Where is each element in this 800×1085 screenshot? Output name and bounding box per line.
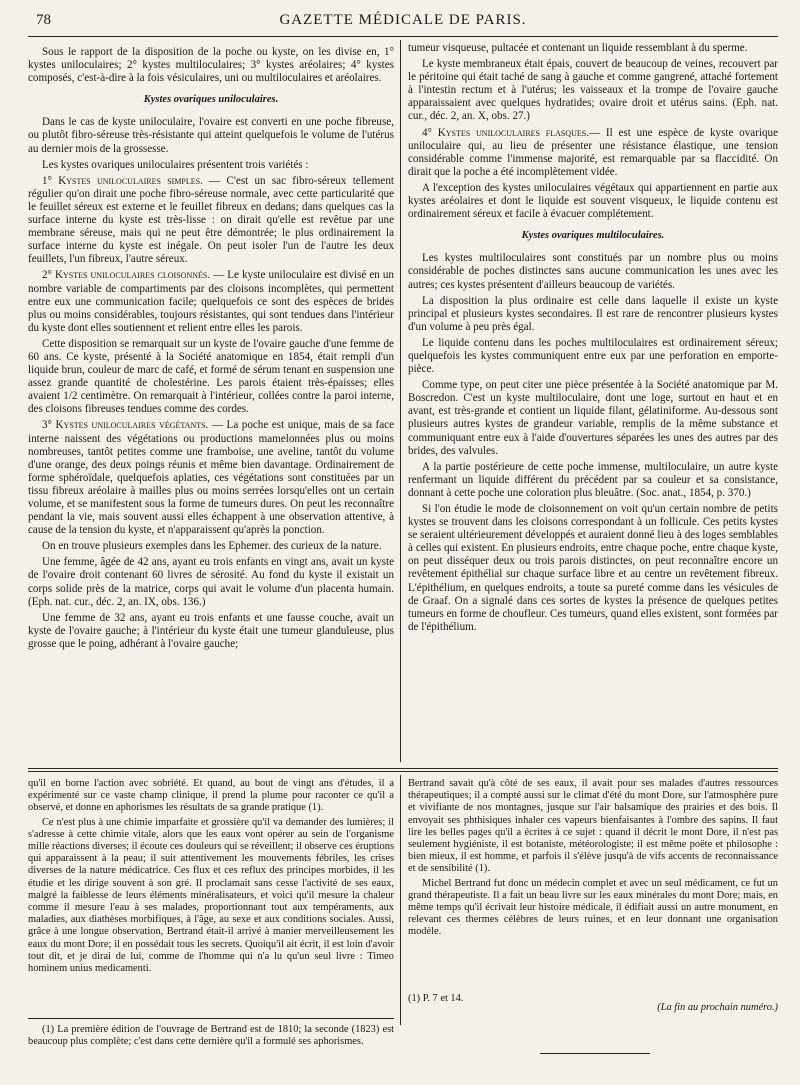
paragraph: Si l'on étudie le mode de cloisonnement on voit qu'un certain nombre de petits kystes se trouvent dans les cloisons correspondant à un follicule. Ces petits kystes se seraient ultérieurement développés et auraient donné lieu à des loges semblables à celles qui existent. En plusieurs endroits, entre chaque poche, entre chaque kyste, on peut disséquer deux ou trois parois distinctes, on peut reconnaître encore un revêtement épithélial sur chaque surface libre et au centre un revêtement fibreux. L'épithélium, en quelques endroits, a toute sa pureté comme dans les vésicules de de Graaf. On a signalé dans ces sortes de kystes la présence de quelques petites tumeurs en forme de choufleur. Ces tumeurs, quand elles existent, sont formées par de l'épithélium. — [408, 503, 778, 633]
variety-heading: 4° Kystes uniloculaires flasques. — [422, 126, 590, 139]
paragraph: Bertrand savait qu'à côté de ses eaux, il avait pour ses malades d'autres ressources thérapeutiques; il a compté aussi sur le climat d'été du mont Dore, sur l'atmosphère pure et vivifiante de nos montagnes, jusque sur l'air balsamique des prairies et des bois. Il envoyait ses phthisiques inhaler ces vapeurs bienfaisantes à l'ombre des sapins. Il faut lire les belles pages qu'il a écrites à ce sujet : quand il décrit le mont Dore, il n'est pas seulement hygiéniste, il est botaniste, météorologiste; il est même poëte et philosophe : bien mieux, il est homme, et parfois il s'élève jusqu'à de vifs accents de reconnaissance et de sensibilité (1). — [408, 778, 778, 875]
variety-heading: 2° Kystes uniloculaires cloisonnés. — [42, 269, 211, 282]
paragraph: On en trouve plusieurs exemples dans les Ephemer. des curieux de la nature. — [42, 540, 382, 553]
column-divider-bottom — [400, 775, 401, 1025]
section-heading: Kystes ovariques uniloculaires. — [143, 94, 279, 106]
article-column-right — [408, 42, 778, 762]
section-rule-double-2 — [28, 771, 778, 772]
paragraph: tumeur visqueuse, pultacée et contenant un liquide ressemblant à du sperme. — [408, 42, 748, 54]
paragraph: A la partie postérieure de cette poche immense, multiloculaire, un autre kyste renfermant un liquide différent du précédent par sa couleur et sa consistance, donnant à cette poche une coloration plus bleuâtre. (Soc. anat., 1854, p. 370.) — [408, 460, 778, 499]
right-footnote: (1) P. 7 et 14. — [408, 993, 464, 1004]
paragraph: Le liquide contenu dans les poches multiloculaires est ordinairement séreux; quelquefois les kystes communiquent entre eux par une perforation en emporte-pièce. — [408, 336, 778, 376]
paragraph: Dans le cas de kyste uniloculaire, l'ovaire est converti en une poche fibreuse, ou plutôt fibro-séreuse très-résistante qui atteint quelquefois le volume de l'utérus au dernier mois de la grossesse. — [28, 116, 394, 155]
paragraph — [28, 419, 394, 537]
paragraph: Ce n'est plus à une chimie imparfaite et grossière qu'il va demander des lumières; il s'adresse à cette chimie vitale, alors que les eaux vont opérer au sein de l'organisme mille réactions diverses; il écoute ces douleurs qui se réveillent; il observe ces éruptions qui apparaissent à la peau; il suit attentivement les mouvements fébriles, les crises diverses de la nature médicatrice. Ces flux et ces reflux des principes morbides, il les étudie et les dirige souvent à son gré. Il proclamait sans cesse l'activité de ses eaux, malgré la faiblesse de leurs éléments minéralisateurs, et voici qu'il mesure la chaleur comme il mesure l'eau à ses malades, proportionnant tout aux tempéraments, aux maladies, aux diathèses morbifiques, à l'âge, au sexe et aux conditions sociales. Aussi, grâce à une longue observation, Bertrand était-il arrivé à manier merveilleusement les eaux du mont Dore; il en possédait tous les secrets. Quoiqu'il ait écrit, il est loin d'avoir tout dit, et je dirai de lui, comme de l'homme qui n'a lu qu'un seul livre : Timeo hominem unius medicamenti. — [28, 816, 394, 975]
paragraph: Cette disposition se remarquait sur un kyste de l'ovaire gauche d'une femme de 60 ans. Ce kyste, présenté à la Société anatomique en 1854, était rempli d'un liquide brun, couleur de marc de café, et formé de sérum tenant en suspension une assez grande quantité de cholestérine. Les parois étaient très-épaisses; elles avaient 1/2 centimètre. On remarquait à l'intérieur, collées contre la paroi interne, des cloisons fibreuses tendues comme des cordes. — [28, 337, 394, 416]
footnote-left — [28, 1024, 394, 1050]
feuilleton-column-left — [28, 778, 394, 977]
feuilleton-column-right — [408, 778, 778, 941]
variety-text: — C'est un sac fibro-séreux tellement régulier qu'on dirait une poche fibro-séreuse normale, avec cette particularité que le feuillet séreux est externe et le feuillet fibreux en dedans; dans quelques cas la surface interne du kyste est très-lisse : on dirait qu'elle est revêtue par une membrane séreuse, mais qui ne peut être démontrée; le plus ordinairement la surface interne du kyste est inégale. On peut isoler l'un de l'autre les deux feuillets, l'un fibreux, l'autre séreux. — [28, 174, 394, 266]
variety-text: — Il est une espèce de kyste ovarique uniloculaire qui, au lieu de présenter une résistance élastique, une tension considérable comme l'immense majorité, est remarquable par sa flaccidité. On dirait que la poche a été incomplètement vidée. — [408, 126, 778, 178]
footnote-rule — [28, 1018, 394, 1019]
paragraph: Les kystes ovariques uniloculaires présentent trois variétés : — [42, 158, 309, 171]
header-rule — [28, 36, 778, 37]
paragraph: Michel Bertrand fut donc un médecin complet et avec un seul médicament, ce fut un grand thérapeutiste. Il a fait un beau livre sur les eaux minérales du mont Dore; mais, en même temps qu'il écrivait leur histoire médicale, il édifiait aussi un autre monument, en relevant ces thermes célèbres de leurs ruines, et en leur donnant une organisation modèle. — [408, 877, 778, 938]
paragraph: Une femme, âgée de 42 ans, ayant eu trois enfants en vingt ans, avait un kyste de l'ovaire droit contenant 60 livres de sérosité. Au fond du kyste il existait un corps solide près de la matrice, corps qui avait le volume d'un placenta humain. (Eph. nat. cur., déc. 2, an. IX, obs. 136.) — [28, 556, 394, 608]
paragraph: Une femme de 32 ans, ayant eu trois enfants et une fausse couche, avait un kyste de l'ovaire gauche; à l'intérieur du kyste était une tumeur glanduleuse, plus grosse que le poing, adhérant à l'ovaire gauche; — [28, 611, 394, 650]
paragraph — [28, 269, 394, 334]
page-number: 78 — [36, 12, 51, 28]
paragraph: qu'il en borne l'action avec sobriété. Et quand, au bout de vingt ans d'études, il a expérimenté sur ce vaste champ clinique, il prend la plume pour raconter ce qu'il a observé, et donne en aphorismes les résultats de sa grande pratique (1). — [28, 778, 394, 814]
paragraph: A l'exception des kystes uniloculaires végétaux qui appartiennent en partie aux kystes aréolaires et dont le liquide est souvent visqueux, le liquide contenu est ordinairement séreux et facile à évacuer complétement. — [408, 181, 778, 221]
section-heading: Kystes ovariques multiloculaires. — [521, 230, 665, 242]
continuation-note: (La fin au prochain numéro.) — [657, 1002, 778, 1013]
paragraph: Les kystes multiloculaires sont constitués par un nombre plus ou moins considérable de poches distinctes sans aucune communication les unes avec les autres; ces kystes présentent d'ailleurs beaucoup de variétés. — [408, 252, 778, 291]
section-rule-double-1 — [28, 768, 778, 769]
variety-heading: 3° Kystes uniloculaires végétants. — [42, 419, 209, 432]
paragraph — [28, 175, 394, 267]
paragraph: Sous le rapport de la disposition de la poche ou kyste, on les divise en, 1° kystes uniloculaires; 2° kystes multiloculaires; 3° kystes aréolaires; 4° kystes composés, c'est-à-dire à la fois vésiculaires, uni ou multiloculaires et aréolaires. — [28, 46, 394, 85]
page-header — [28, 10, 778, 34]
paragraph: La disposition la plus ordinaire est celle dans laquelle il existe un kyste principal et plusieurs kystes secondaires. Il est rare de rencontrer plusieurs kystes d'un volume à peu près égal. — [408, 294, 778, 333]
variety-text: — Le kyste uniloculaire est divisé en un nombre variable de compartiments par des cloisons incomplètes, qui permettent entre eux une communication facile; quelquefois ce sont des espèces de brides plus ou moins considérables, toujours résistantes, qui sont tendues dans l'intérieur du kyste dont elles soutiennent et relient entre elles les parois. — [28, 269, 394, 334]
variety-text: — La poche est unique, mais de sa face interne naissent des végétations ou productions mamelonnées plus ou moins nombreuses, tantôt petites comme une framboise, une aveline, tantôt du volume d'une orange, des deux poings réunis et même bien davantage. Ordinairement de forme sphéroïdale, quelquefois aplaties, ces végétations sont constituées par un tissu fibreux aréolaire à mailles plus ou moins serrées lorsqu'elles ont un certain volume, et se manifestent sous la forme de tumeurs dures. On peut les reconnaître pendant la vie, mais souvent aussi elles échappent à une observation attentive, à cause de la tension du kyste, et n'apparaissent qu'après la ponction. — [28, 419, 395, 537]
right-footnote-rule — [540, 1053, 650, 1054]
footnote-text: (1) La première édition de l'ouvrage de Bertrand est de 1810; la seconde (1823) est beaucoup plus complète; c'est dans cette dernière qu'il a formulé ses aphorismes. — [28, 1024, 394, 1048]
paragraph — [408, 127, 778, 179]
article-column-left — [28, 46, 394, 761]
running-title: GAZETTE MÉDICALE DE PARIS. — [279, 12, 527, 28]
column-divider-top — [400, 40, 401, 762]
paragraph: Le kyste membraneux était épais, couvert de beaucoup de veines, recouvert par le péritoine qui était taché de sang à gauche et comme gangrené, attaché fortement à l'intestin rectum et à l'utérus; les vaisseaux et la trompe de l'ovaire gauche apparaissaient avec quelques hydratides; ovaire droit et utérus sains. (Eph. nat. cur., déc. 2, an. X, obs. 27.) — [408, 58, 778, 123]
variety-heading: 1° Kystes uniloculaires simples. — [42, 174, 203, 187]
paragraph: Comme type, on peut citer une pièce présentée à la Société anatomique par M. Boscredon. C'est un kyste multiloculaire, dont une loge, surtout en haut et en avant, est très-grande et contient un liquide filant, gélatiniforme. Au-dessous sont plusieurs autres kystes de grandeur variable, remplis de la même substance et communiquant entre eux à l'aide d'ouvertures séparées les unes des autres par des brides, des valvules. — [408, 379, 778, 457]
